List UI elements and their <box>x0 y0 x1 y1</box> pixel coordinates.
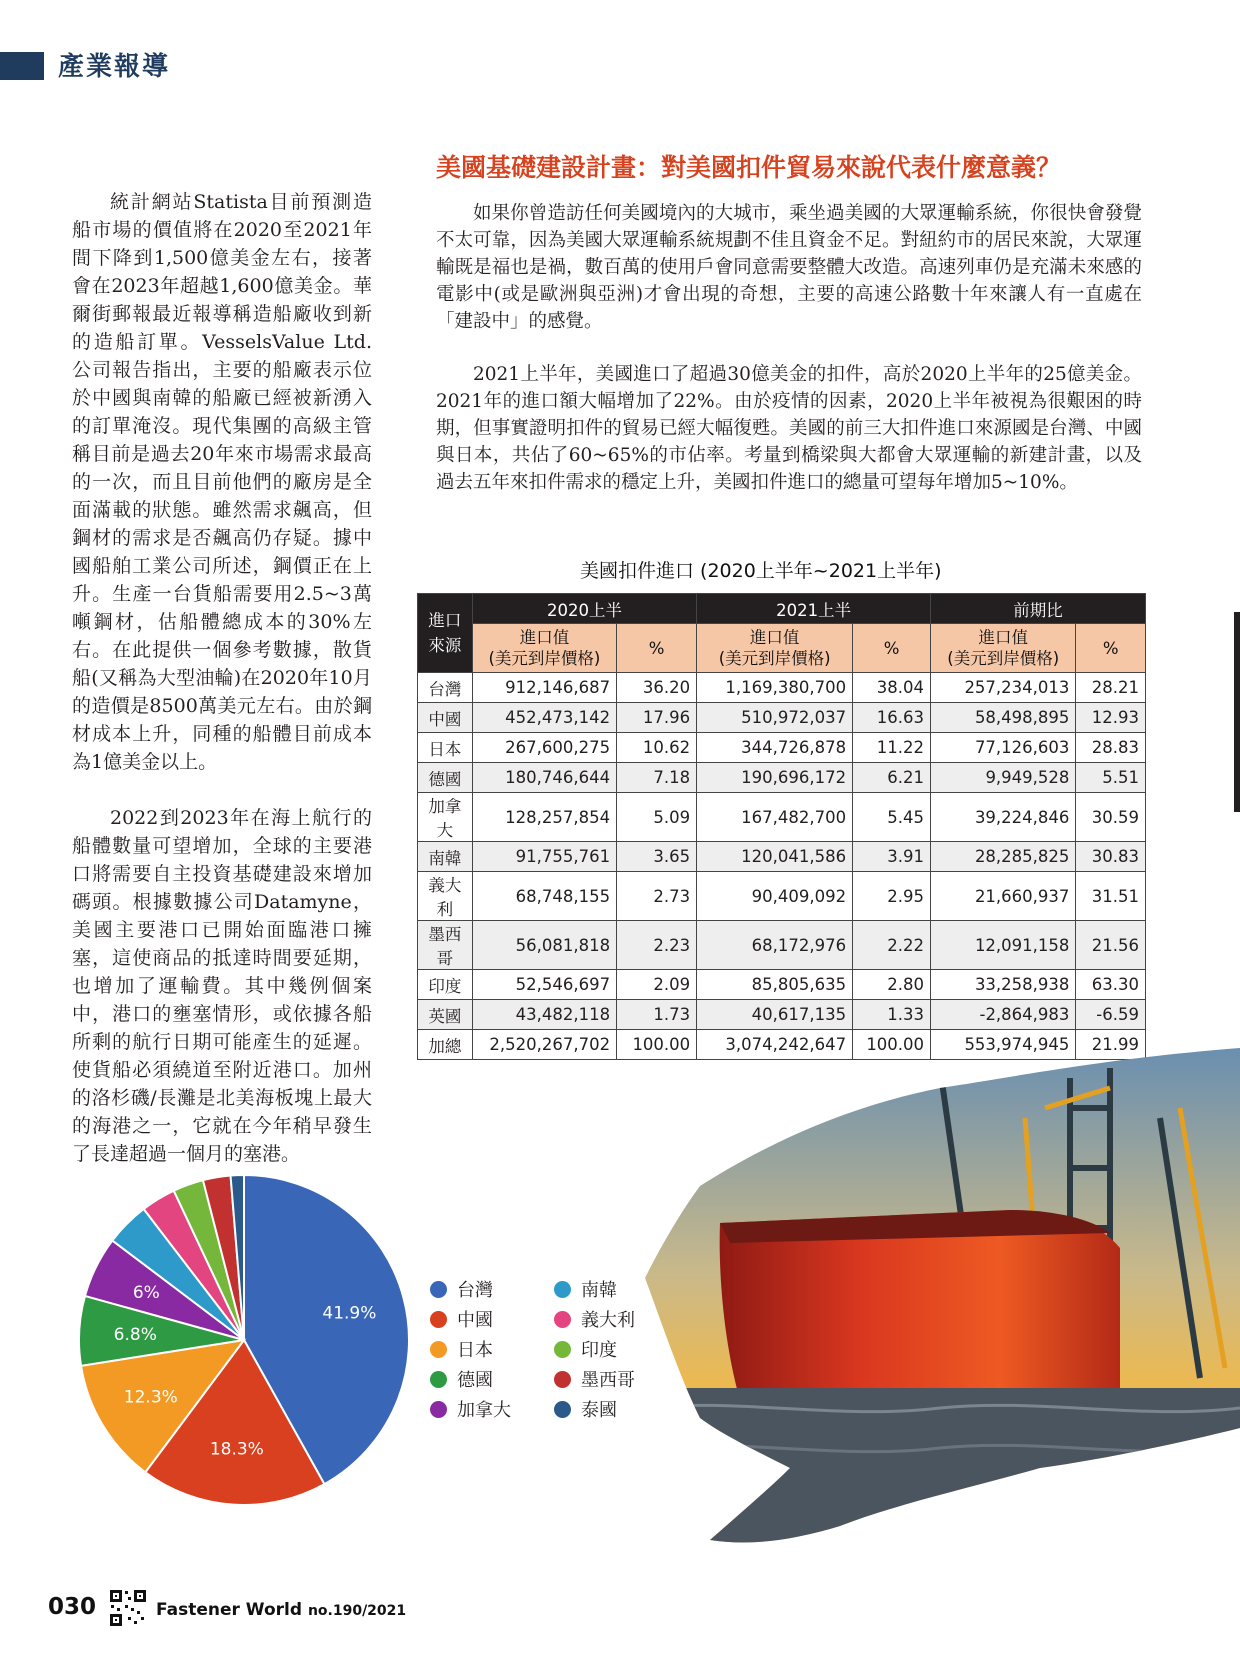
corner-line-2: 來源 <box>428 636 462 655</box>
qr-code-icon <box>108 1588 148 1628</box>
table-row: 台灣 912,146,687 36.20 1,169,380,700 38.04 257,234,013 28.21 <box>418 673 1146 703</box>
legend-dot-icon <box>554 1371 571 1388</box>
table-row-total: 加總 2,520,267,702 100.00 3,074,242,647 100.00 553,974,945 21.99 <box>418 1030 1146 1060</box>
legend-label: 德國 <box>457 1370 493 1391</box>
legend-dot-icon <box>554 1281 571 1298</box>
legend-label: 泰國 <box>581 1400 617 1421</box>
imports-table <box>417 593 1146 1060</box>
legend-label: 義大利 <box>581 1310 635 1331</box>
legend-label: 墨西哥 <box>581 1370 635 1391</box>
legend-label: 印度 <box>581 1340 617 1361</box>
left-paragraph-2: 2022到2023年在海上航行的船體數量可望增加，全球的主要港口將需要自主投資基礎建設來增加碼頭。根據數據公司Datamyne，美國主要港口已開始面臨港口擁塞，這使商品的抵達時間要延期，也增加了運輸費。其中幾例個案中，港口的壅塞情形，或依據各船所剩的航行日期可能產生的延遲。使貨船必須繞道至附近港口。加州的洛杉磯/長灘是北美海板塊上最大的海港之一，它就在今年稍早發生了長達超過一個月的塞港。 <box>72 807 372 1165</box>
legend-item-8 <box>554 1368 635 1394</box>
page-edge-tab <box>1234 612 1240 812</box>
pie-label-1: 18.3% <box>209 1439 264 1460</box>
legend-dot-icon <box>430 1401 447 1418</box>
corner-line-1: 進口 <box>428 611 462 630</box>
pct-header-2020: % <box>617 624 697 673</box>
legend-item-1 <box>430 1308 493 1334</box>
legend-label: 日本 <box>457 1340 493 1361</box>
pie-chart <box>76 1172 412 1508</box>
photo-content <box>640 1048 1240 1548</box>
pie-label-4: 6% <box>132 1282 160 1303</box>
legend-dot-icon <box>554 1341 571 1358</box>
header-2020: 2020上半 <box>472 594 696 624</box>
legend-label: 中國 <box>457 1310 493 1331</box>
legend-dot-icon <box>430 1341 447 1358</box>
legend-item-9 <box>554 1398 617 1424</box>
legend-dot-icon <box>554 1311 571 1328</box>
legend-item-5 <box>554 1278 617 1304</box>
issue-number: no.190/2021 <box>307 1603 407 1619</box>
pct-header-2021: % <box>853 624 931 673</box>
legend-label: 南韓 <box>581 1280 617 1301</box>
article-title: 美國基礎建設計畫：對美國扣件貿易來說代表什麼意義？ <box>436 153 1062 182</box>
table-row: 墨西哥 56,081,818 2.23 68,172,976 2.22 12,091,158 21.56 <box>418 921 1146 970</box>
corner-header <box>418 594 473 673</box>
value-header-change: 進口值 (美元到岸價格) <box>931 624 1076 673</box>
footer-magazine <box>156 1600 406 1620</box>
table-row: 中國 452,473,142 17.96 510,972,037 16.63 58,498,895 12.93 <box>418 703 1146 733</box>
value-header-2020: 進口值 (美元到岸價格) <box>472 624 616 673</box>
page-number: 030 <box>48 1594 97 1620</box>
legend-label: 加拿大 <box>457 1400 511 1421</box>
pie-label-0: 41.9% <box>322 1303 377 1324</box>
legend-item-3 <box>430 1368 493 1394</box>
legend-item-6 <box>554 1308 635 1334</box>
table-title: 美國扣件進口 (2020上半年~2021上半年) <box>580 560 942 582</box>
pie-label-2: 12.3% <box>123 1387 178 1408</box>
table-row: 印度 52,546,697 2.09 85,805,635 2.80 33,258,938 63.30 <box>418 970 1146 1000</box>
legend-item-7 <box>554 1338 617 1364</box>
legend-dot-icon <box>554 1401 571 1418</box>
legend-item-0 <box>430 1278 493 1304</box>
left-column <box>72 188 372 1168</box>
legend-dot-icon <box>430 1311 447 1328</box>
table-row: 義大利 68,748,155 2.73 90,409,092 2.95 21,660,937 31.51 <box>418 872 1146 921</box>
magazine-name: Fastener World <box>156 1600 303 1620</box>
right-column <box>436 200 1142 496</box>
legend-dot-icon <box>430 1371 447 1388</box>
table-row: 日本 267,600,275 10.62 344,726,878 11.22 77,126,603 28.83 <box>418 733 1146 763</box>
header-bar <box>0 52 44 80</box>
pie-label-3: 6.8% <box>113 1324 157 1345</box>
legend-item-4 <box>430 1398 511 1424</box>
legend-item-2 <box>430 1338 493 1364</box>
article-paragraph-1: 如果你曾造訪任何美國境內的大城市，乘坐過美國的大眾運輸系統，你很快會發覺不太可靠，因為美國大眾運輸系統規劃不佳且資金不足。對紐約市的居民來說，大眾運輸既是福也是禍，數百萬的使用戶會同意需要整體大改造。高速列車仍是充滿未來感的電影中(或是歐洲與亞洲)才會出現的奇想，主要的高速公路數十年來讓人有一直處在「建設中」的感覺。 <box>436 203 1142 332</box>
left-paragraph-1: 統計網站Statista目前預測造船市場的價值將在2020至2021年間下降到1,500億美金左右，接著會在2023年超越1,600億美金。華爾街郵報最近報導稱造船廠收到新的造船訂單。VesselsValue Ltd.公司報告指出，主要的船廠表示位於中國與南韓的船廠已經被新湧入的訂單淹沒。現代集團的高級主管稱目前是過去20年來市場需求最高的一次，而且目前他們的廠房是全面滿載的狀態。雖然需求飆高，但鋼材的需求是否飆高仍存疑。據中國船舶工業公司所述，鋼價正在上升。生產一台貨船需要用2.5~3萬噸鋼材，估船體總成本的30%左右。在此提供一個參考數據，散貨船(又稱為大型油輪)在2020年10月的造價是8500萬美元左右。由於鋼材成本上升，同種的船體目前成本為1億美金以上。 <box>72 191 372 773</box>
value-header-2021: 進口值 (美元到岸價格) <box>697 624 853 673</box>
table-row: 德國 180,746,644 7.18 190,696,172 6.21 9,949,528 5.51 <box>418 763 1146 793</box>
table-row: 英國 43,482,118 1.73 40,617,135 1.33 -2,864,983 -6.59 <box>418 1000 1146 1030</box>
table-row: 加拿大 128,257,854 5.09 167,482,700 5.45 39,224,846 30.59 <box>418 793 1146 842</box>
legend-label: 台灣 <box>457 1280 493 1301</box>
header-2021: 2021上半 <box>697 594 931 624</box>
header-change: 前期比 <box>931 594 1146 624</box>
pct-header-change: % <box>1076 624 1146 673</box>
article-paragraph-2: 2021上半年，美國進口了超過30億美金的扣件，高於2020上半年的25億美金。2021年的進口額大幅增加了22%。由於疫情的因素，2020上半年被視為很艱困的時期，但事實證明扣件的貿易已經大幅復甦。美國的前三大扣件進口來源國是台灣、中國與日本，共佔了60~65%的市佔率。考量到橋梁與大都會大眾運輸的新建計畫，以及過去五年來扣件需求的穩定上升，美國扣件進口的總量可望每年增加5~10%。 <box>436 364 1142 493</box>
section-title: 產業報導 <box>58 52 171 82</box>
shipyard-photo <box>640 1048 1240 1548</box>
legend-dot-icon <box>430 1281 447 1298</box>
table-row: 南韓 91,755,761 3.65 120,041,586 3.91 28,285,825 30.83 <box>418 842 1146 872</box>
